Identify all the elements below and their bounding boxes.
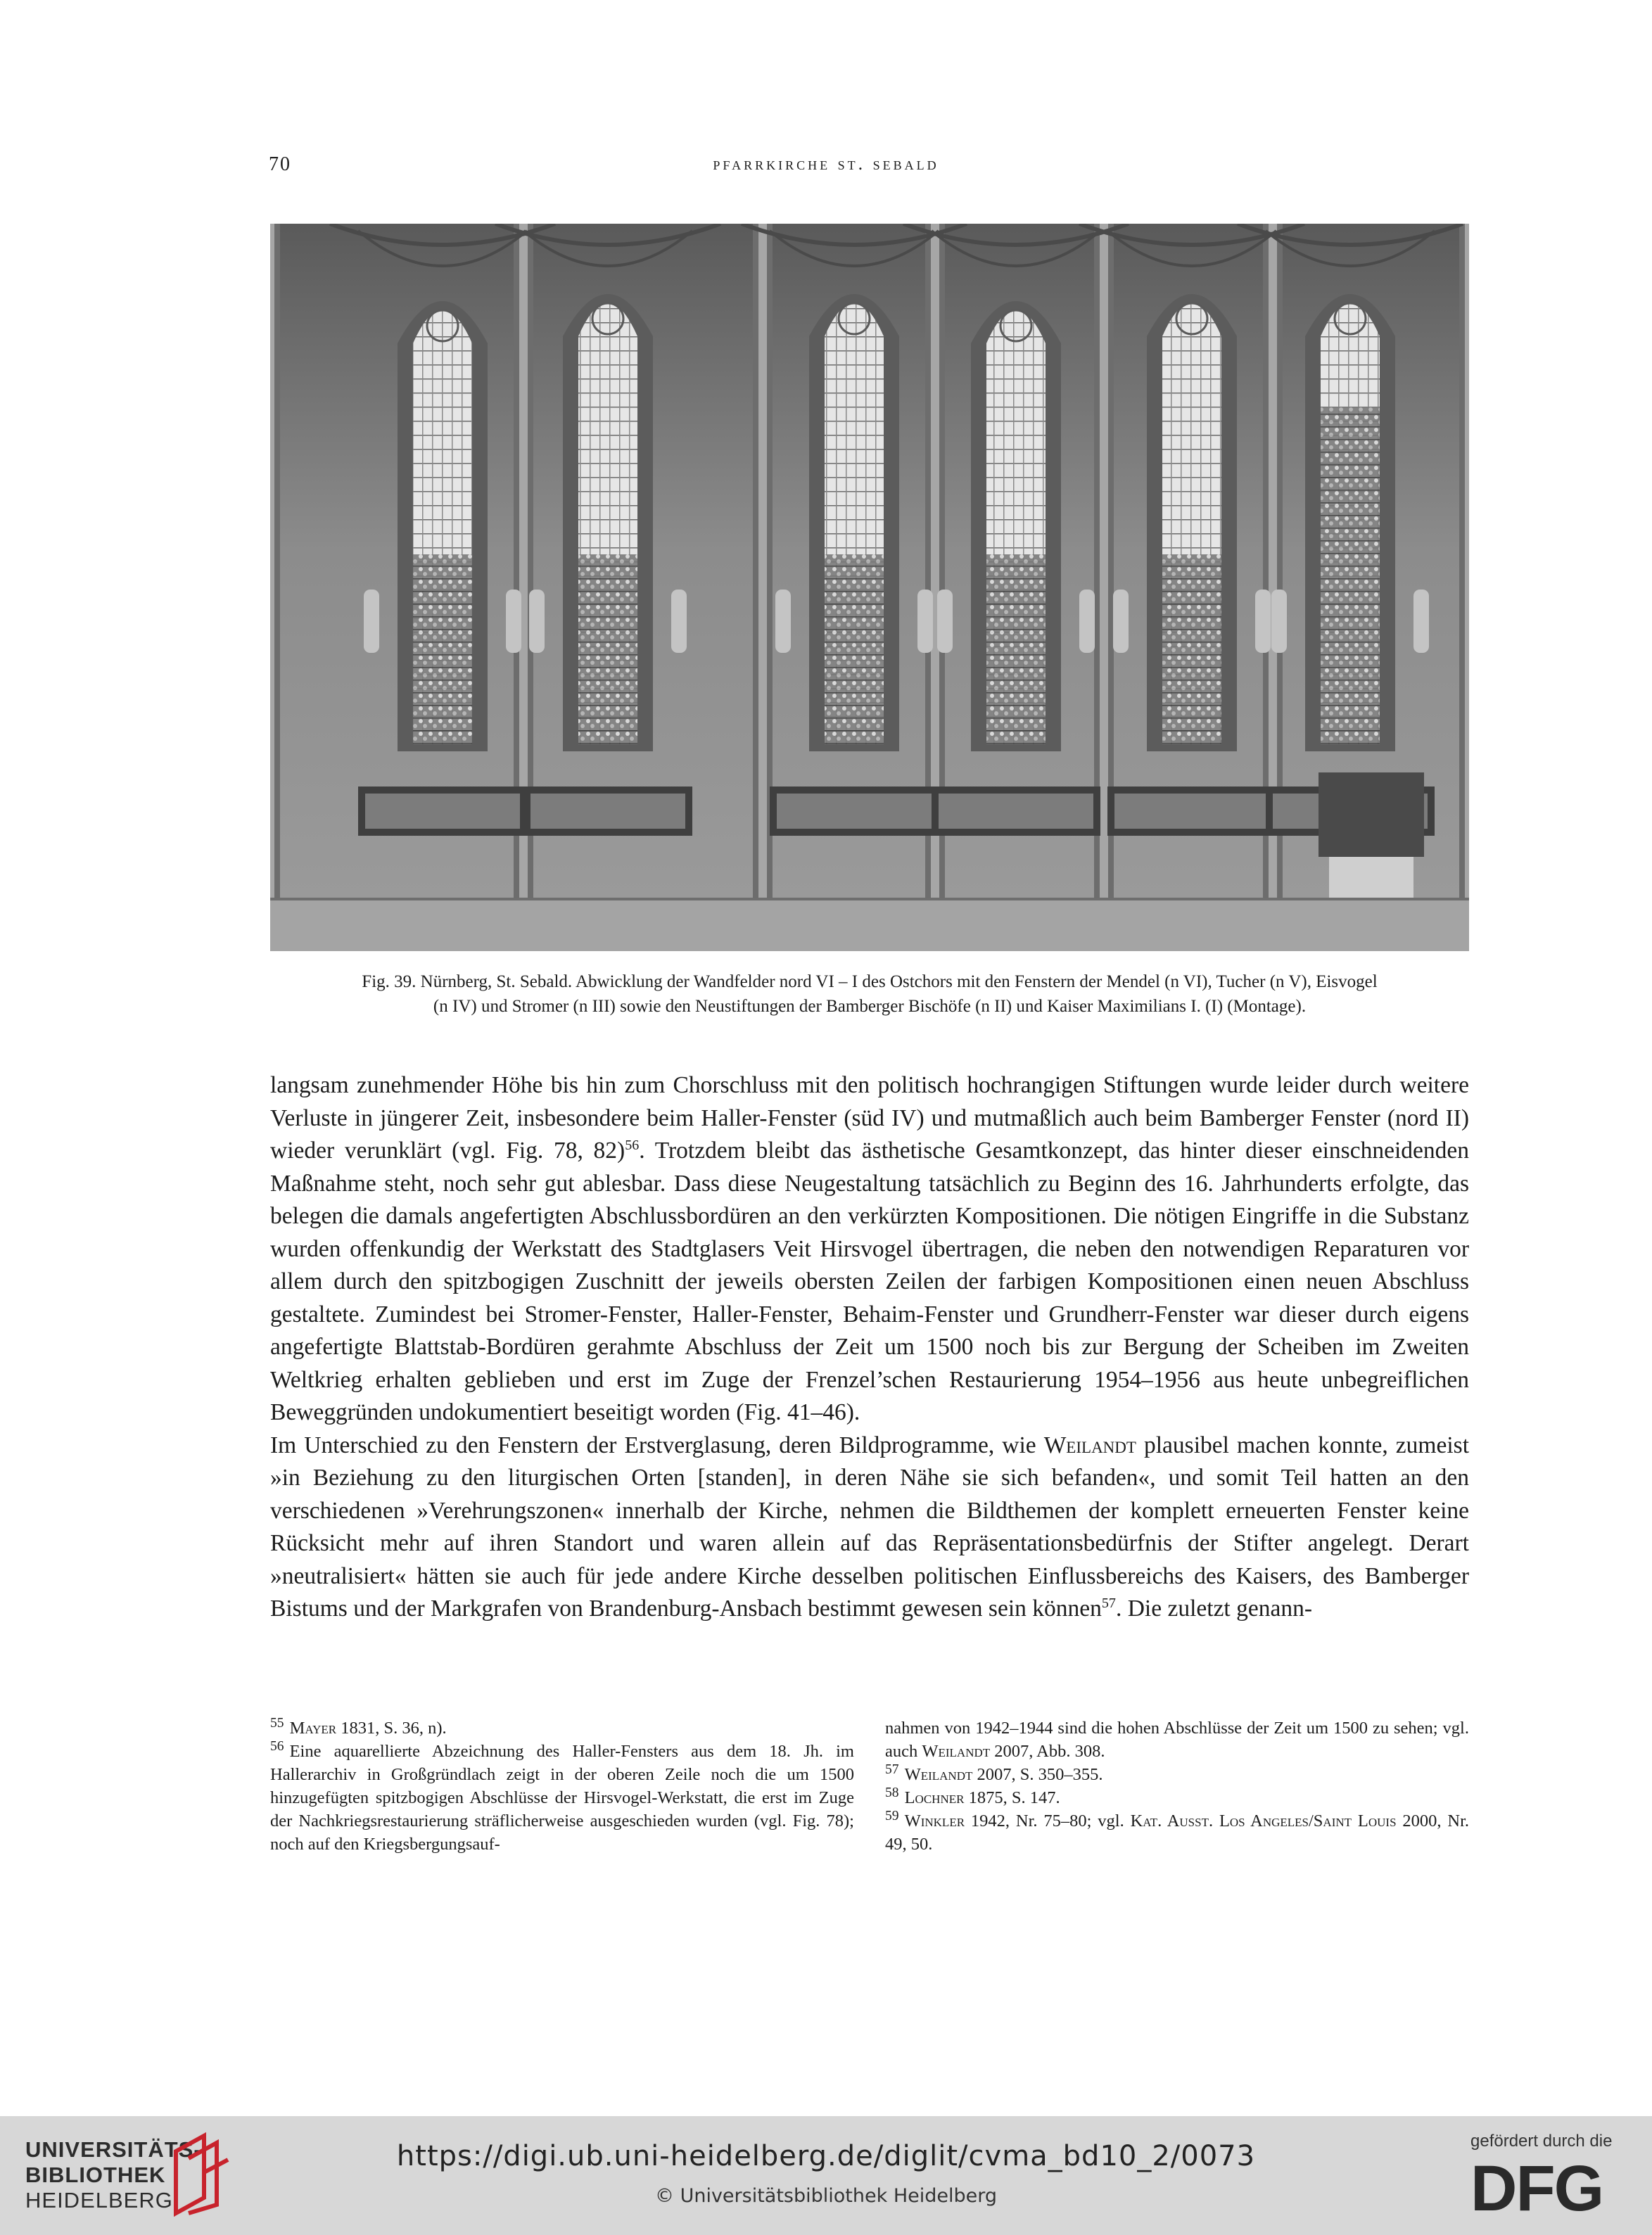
statue — [1113, 590, 1129, 653]
funding-note: gefördert durch die — [1470, 2132, 1613, 2151]
paragraph-1: langsam zunehmender Höhe bis hin zum Chorschluss mit den politisch hochrangigen Stiftungen wurde leider durch weitere Verluste in jüngerer Zeit, insbesondere beim Haller-Fenster (süd IV) und mutmaßlich auch beim Bamberger Fenster (nord II) wieder verunklärt (vgl. Fig. 78, 82)$^{56}$. Trotzdem bleibt das ästhetische Gesamtkonzept, das hinter dieser einschneidenden Maßnahme steht, noch sehr gut ablesbar. Dass diese Neugestaltung tatsächlich zu Beginn des 16. Jahrhunderts erfolgte, das belegen die damals angefertigten Abschlussbordüren an den verkürzten Kompositionen. Die nötigen Eingriffe in die Substanz wurden offenkundig der Werkstatt des Stadtglasers Veit Hirsvogel übertragen, die neben den notwendigen Reparaturen vor allem durch den spitzbogigen Zuschnitt der jeweils obersten Zeilen der farbigen Kompositionen einen neuen Abschluss gestaltete. Zumindest bei Stromer-Fenster, Haller-Fenster, Behaim-Fenster und Grundherr-Fenster war dieser durch eigens angefertigte Blattstab-Bordüren gerahmte Abschluss der Zeit um 1500 noch bis zur Bergung der Scheiben im Zweiten Weltkrieg erhalten geblieben und erst im Zuge der Frenzel’schen Restaurierung 1954–1956 aus heute unbegreiflichen Beweggründen undokumentiert beseitigt worden (Fig. 41–46). — [270, 1072, 1469, 1425]
stained-glass-panel — [986, 554, 1046, 744]
church-interior-photo — [270, 224, 1469, 951]
body-text — [270, 1069, 1469, 1626]
stained-glass-panel — [825, 554, 884, 744]
altar-table — [1329, 857, 1413, 899]
footnote-59: $^{59}$ Winkler 1942, Nr. 75–80; vgl. Kat. Ausst. Los Angeles/Saint Louis 2000, Nr. 49, 50. — [885, 1808, 1469, 1854]
svg-text:DFG: DFG — [1470, 2156, 1603, 2216]
footer-banner — [0, 2116, 1652, 2235]
statue — [1255, 590, 1271, 653]
statue — [364, 590, 379, 653]
stained-glass-panel — [1162, 554, 1221, 744]
statue — [1271, 590, 1287, 653]
footnotes-right-column — [885, 1717, 1469, 1856]
caption-line-1: Fig. 39. Nürnberg, St. Sebald. Abwicklung der Wandfelder nord VI – I des Ostchors mit den Fenstern der Mendel (n VI), Tucher (n V), Eisvogel — [362, 972, 1378, 991]
author-weilandt: Weilandt — [1043, 1432, 1136, 1458]
page-number: 70 — [269, 153, 291, 175]
library-name-line-1: UNIVERSITÄTS- — [25, 2137, 202, 2162]
stained-glass-panel — [413, 554, 472, 744]
statue — [1413, 590, 1429, 653]
figure-caption — [270, 969, 1469, 1019]
church-interior-illustration — [270, 224, 1469, 951]
running-title: pfarrkirche st. sebald — [713, 153, 939, 174]
statue — [917, 590, 933, 653]
altar-retable — [1319, 772, 1424, 857]
footnote-ref-56[interactable]: 56 — [625, 1137, 640, 1153]
copyright-notice: © Universitätsbibliothek Heidelberg — [654, 2185, 997, 2207]
statue — [937, 590, 953, 653]
stained-glass-panel — [1321, 407, 1380, 744]
dfg-logo — [1470, 2156, 1634, 2216]
footnote-58: $^{58}$ Lochner 1875, S. 147. — [885, 1785, 1060, 1807]
caption-line-2: (n IV) und Stromer (n III) sowie den Neustiftungen der Bamberger Bischöfe (n II) und Kaiser Maximilians I. (I) (Montage). — [433, 997, 1307, 1016]
statue — [529, 590, 545, 653]
statue — [1079, 590, 1095, 653]
footnote-ref-57[interactable]: 57 — [1101, 1595, 1116, 1611]
paragraph-2: Im Unterschied zu den Fenstern der Erstverglasung, deren Bildprogramme, wie Weilandt plausibel machen konnte, zumeist »in Beziehung zu den liturgischen Orten [standen], in deren Nähe sie sich befanden«, und somit Teil hatten an den verschiedenen »Verehrungszonen« innerhalb der Kirche, nehmen die Bildthemen der komplett erneuerten Fenster keine Rücksicht mehr auf ihren Standort und waren allein auf das Repräsentationsbedürfnis der Stifter angelegt. Derart »neutralisiert« hätten sie auch für jede andere Kirche desselben politischen Einflussbereichs des Kaisers, des Bamberger Bistums und der Markgrafen von Brandenburg-Ansbach bestimmt gewesen sein können$^{57}$. Die zuletzt genann- — [270, 1432, 1470, 1622]
footnote-57: $^{57}$ Weilandt 2007, S. 350–355. — [885, 1762, 1103, 1784]
footnote-55: $^{55}$ Mayer 1831, S. 36, n). — [270, 1715, 447, 1738]
statue — [671, 590, 687, 653]
library-name-line-3: HEIDELBERG — [25, 2188, 173, 2212]
source-url-link[interactable]: https://digi.ub.uni-heidelberg.de/diglit/cvma_bd10_2/0073 — [396, 2140, 1256, 2172]
statue — [506, 590, 521, 653]
footnotes-left-column — [270, 1717, 854, 1856]
library-name-line-2: BIBLIOTHEK — [25, 2163, 166, 2187]
stained-glass-panel — [578, 554, 637, 744]
statue — [775, 590, 791, 653]
footnote-56: $^{56}$ Eine aquarellierte Abzeichnung des Haller-Fensters aus dem 18. Jh. im Hallerarchiv in Großgründlach zeigt in der oberen Zeile noch die um 1500 hinzugefügten spitzbogigen Abschlüsse der Hirsvogel-Werkstatt, die erst im Zuge der Nachkriegsrestaurierung sträflicherweise ausgeschieden wurden (vgl. Fig. 78); noch auf den Kriegsbergungsauf- — [270, 1738, 854, 1854]
footnote-56-continued: nahmen von 1942–1944 sind die hohen Abschlüsse der Zeit um 1500 zu sehen; vgl. auch Weilandt 2007, Abb. 308. — [885, 1719, 1469, 1761]
